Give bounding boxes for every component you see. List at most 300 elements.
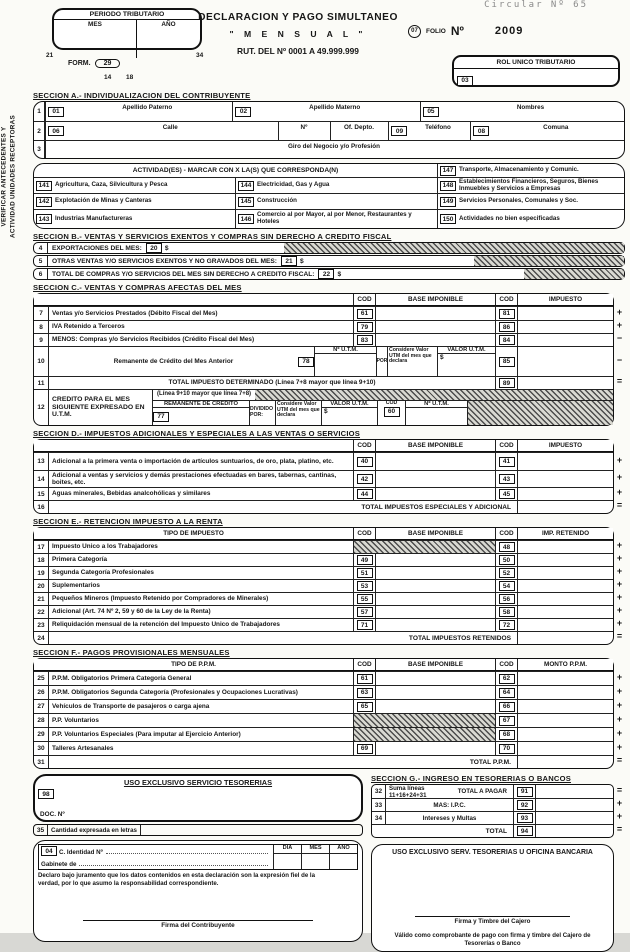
monto-ppm-header: MONTO P.P.M. <box>517 659 613 670</box>
firma-contribuyente-label: Firma del Contribuyente <box>161 922 235 929</box>
remanente-credito-header: REMANENTE DE CREDITO <box>153 401 249 408</box>
row-number: 7 <box>34 307 49 320</box>
comuna-label: Comuna <box>543 124 569 131</box>
imp-retenido-field[interactable] <box>517 554 613 566</box>
section-f-title: SECCION F.- PAGOS PROVISIONALES MENSUALES <box>33 648 230 657</box>
activity-label: Construcción <box>257 197 297 205</box>
n-utm-field[interactable] <box>406 408 467 425</box>
line-label: Adicional (Art. 74 Nº 2, 59 y 60 de la Ley de la Renta) <box>52 608 211 616</box>
amount-field[interactable] <box>535 785 613 798</box>
activity-code: 150 <box>440 214 456 224</box>
base-imponible-field[interactable] <box>375 619 495 631</box>
base-imponible-header: BASE IMPONIBLE <box>375 294 495 305</box>
field-code: 70 <box>499 744 515 754</box>
base-imponible-field[interactable] <box>375 742 495 755</box>
row-number: 24 <box>34 632 49 644</box>
row-number: 1 <box>34 102 45 121</box>
row-number: 32 <box>372 785 386 798</box>
field-code: 92 <box>517 800 533 810</box>
cod-header: COD <box>495 528 517 539</box>
corner-note: Circular Nº 65 <box>484 0 588 10</box>
field-code: 04 <box>41 846 57 856</box>
monto-ppm-field[interactable] <box>517 686 613 699</box>
activity-code: 149 <box>440 197 456 207</box>
telefono-label: Teléfono <box>425 124 451 131</box>
monto-ppm-field[interactable] <box>517 672 613 685</box>
credito-mes-siguiente-label: CREDITO PARA EL MES SIGUIENTE EXPRESADO EN U.T.M. <box>52 395 145 419</box>
impuesto-field[interactable] <box>517 307 613 320</box>
field-code: 50 <box>499 555 515 565</box>
base-imponible-field[interactable] <box>375 488 495 500</box>
activity-code: 143 <box>36 214 52 224</box>
uso-exclusivo-tesorerias-box <box>33 774 363 822</box>
line-label: Adicional a la primera venta o importación de artículos suntuarios, de oro, plata, platino, etc. <box>52 457 334 465</box>
amount-field[interactable] <box>535 799 613 811</box>
folio-year: 2009 <box>494 25 524 37</box>
hatched-area <box>524 269 624 279</box>
row-number: 21 <box>34 593 49 605</box>
row-number: 20 <box>34 580 49 592</box>
line-label: P.P.M. Obligatorios Primera Categoría General <box>52 674 192 682</box>
field-code: 77 <box>153 412 169 422</box>
base-imponible-field[interactable] <box>375 307 495 320</box>
activity-code: 144 <box>238 181 254 191</box>
field-code: 49 <box>357 555 373 565</box>
field-code: 85 <box>499 357 515 367</box>
rut-title: ROL UNICO TRIBUTARIO <box>454 57 618 69</box>
rut-code: 03 <box>457 76 473 86</box>
rut-range: RUT. DEL Nº 0001 A 49.999.999 <box>237 46 359 56</box>
line-label: MENOS: Compras y/o Servicios Recibidos (Crédito Fiscal del Mes) <box>52 336 255 344</box>
base-imponible-field[interactable] <box>375 606 495 618</box>
line-label: Segunda Categoría Profesionales <box>52 569 154 577</box>
nombres-label: Nombres <box>516 104 545 111</box>
field-code: 98 <box>38 789 54 799</box>
field-code: 02 <box>235 107 251 117</box>
currency-symbol: $ <box>164 244 169 252</box>
activity-label: Industrias Manufactureras <box>55 214 133 222</box>
edge-number-34: 34 <box>196 52 204 59</box>
field-code: 43 <box>499 474 515 484</box>
total-label: TOTAL P.P.M. <box>469 758 511 766</box>
total-a-pagar-label: TOTAL A PAGAR <box>457 788 507 795</box>
row-number: 34 <box>372 812 386 824</box>
row-number: 29 <box>34 728 49 741</box>
hatched-area <box>284 243 624 253</box>
base-imponible-field[interactable] <box>375 471 495 487</box>
oath-text: Declaro bajo juramento que los datos contenidos en esta declaración son la expresión fiel de la verdad, por lo que asumo la responsabilidad correspondiente. <box>38 872 316 887</box>
field-code: 65 <box>357 702 373 712</box>
field-code: 94 <box>517 826 533 836</box>
n-utm-header: Nº U.T.M. <box>315 347 376 354</box>
mas-ipc-label: MAS: I.P.C. <box>433 801 466 809</box>
imp-retenido-header: IMP. RETENIDO <box>517 528 613 539</box>
folio-code-circle: 07 <box>408 25 421 38</box>
amount-field[interactable] <box>172 243 284 253</box>
activity-label: Explotación de Minas y Canteras <box>55 197 152 205</box>
base-imponible-field[interactable] <box>375 567 495 579</box>
intereses-multas-label: Intereses y Multas <box>422 814 477 822</box>
activity-label: Transporte, Almacenamiento y Comunic. <box>459 166 579 174</box>
field-code: 01 <box>48 107 64 117</box>
field-code: 08 <box>473 126 489 136</box>
contribuyente-signature-line[interactable] <box>83 920 313 921</box>
dia-field[interactable] <box>274 854 301 869</box>
dividido-por-label: DIVIDIDO POR: <box>250 406 274 418</box>
activity-code: 145 <box>238 197 254 207</box>
field-code: 91 <box>517 787 533 797</box>
edge-number-21: 21 <box>46 52 54 59</box>
amount-field[interactable] <box>535 825 613 837</box>
calle-label: Calle <box>162 124 178 131</box>
impuesto-field[interactable] <box>517 471 613 487</box>
field-code: 42 <box>357 474 373 484</box>
field-code: 57 <box>357 607 373 617</box>
n-utm-field[interactable] <box>315 354 376 376</box>
field-code: 67 <box>499 716 515 726</box>
row-number: 27 <box>34 700 49 713</box>
row-number: 18 <box>34 554 49 566</box>
row-number: 3 <box>34 141 45 158</box>
row-number: 15 <box>34 488 49 500</box>
monto-ppm-field[interactable] <box>517 742 613 755</box>
field-code: 71 <box>357 620 373 630</box>
cajero-signature-line[interactable] <box>415 916 569 917</box>
section-d-title: SECCION D.- IMPUESTOS ADICIONALES Y ESPECIALES A LAS VENTAS O SERVICIOS <box>33 429 361 438</box>
operator-signs: + + − − = <box>616 306 623 386</box>
row-number: 35 <box>34 825 48 835</box>
row-number: 12 <box>34 390 49 425</box>
base-imponible-field[interactable] <box>375 453 495 470</box>
field-code: 89 <box>499 378 515 388</box>
field-code: 40 <box>357 457 373 467</box>
section-a-box <box>33 101 625 159</box>
imp-retenido-field[interactable] <box>517 580 613 592</box>
hatched-area <box>353 541 495 553</box>
field-code: 63 <box>357 688 373 698</box>
monto-ppm-field[interactable] <box>517 728 613 741</box>
line-label: Remanente de Crédito del Mes Anterior <box>113 357 234 365</box>
imp-retenido-field[interactable] <box>517 567 613 579</box>
field-code: 21 <box>281 256 297 266</box>
line-label: Talleres Artesanales <box>52 744 114 752</box>
base-imponible-field[interactable] <box>375 321 495 333</box>
declaration-box <box>33 840 363 942</box>
field-code: 68 <box>499 730 515 740</box>
field-code: 44 <box>357 489 373 499</box>
activity-label: Comercio al por Mayor, al por Menor, Restaurantes y Hoteles <box>257 211 412 225</box>
of-depto-label: Of. Depto. <box>343 124 375 131</box>
row-number: 16 <box>34 501 49 513</box>
line-label: Impuesto Unico a los Trabajadores <box>52 543 158 551</box>
row-number: 26 <box>34 686 49 699</box>
row-number: 5 <box>34 256 48 266</box>
activities-header: ACTIVIDAD(ES) - MARCAR CON X LA(S) QUE CORRESPONDA(N) <box>132 166 339 174</box>
field-code: 53 <box>357 581 373 591</box>
ano-field[interactable]: AÑO <box>161 21 176 28</box>
cod-header: COD <box>495 659 517 670</box>
firma-cajero-label: Firma y Timbre del Cajero <box>454 918 531 925</box>
form-title: DECLARACION Y PAGO SIMULTANEO <box>198 12 398 23</box>
valor-utm-field[interactable]: $ <box>440 354 444 361</box>
field-code: 69 <box>357 744 373 754</box>
amount-field[interactable] <box>307 256 474 266</box>
gabinete-label: Gabinete de <box>41 861 77 868</box>
dia-header: DIA <box>282 845 293 851</box>
exportaciones-label: EXPORTACIONES DEL MES: <box>52 244 142 252</box>
operator-signs: = + + = <box>616 785 623 834</box>
hatched-area <box>467 401 613 425</box>
banco-box <box>371 844 614 952</box>
field-code: 62 <box>499 674 515 684</box>
field-code: 56 <box>499 594 515 604</box>
field-code: 86 <box>499 322 515 332</box>
hatched-area <box>353 728 495 741</box>
line-label: IVA Retenido a Terceros <box>52 323 125 331</box>
apellido-paterno-label: Apellido Paterno <box>122 104 173 111</box>
gabinete-field[interactable] <box>79 865 268 866</box>
otras-ventas-label: OTRAS VENTAS Y/O SERVICIOS EXENTOS Y NO GRAVADOS DEL MES: <box>52 257 277 265</box>
row-number: 14 <box>34 471 49 487</box>
imp-retenido-field[interactable] <box>517 606 613 618</box>
section-b-title: SECCION B.- VENTAS Y SERVICIOS EXENTOS Y COMPRAS SIN DERECHO A CREDITO FISCAL <box>33 232 392 241</box>
row-number: 9 <box>34 334 49 346</box>
activity-code: 141 <box>36 181 52 191</box>
field-code: 79 <box>357 322 373 332</box>
cod-header: COD <box>495 294 517 305</box>
tesorerias-title: USO EXCLUSIVO SERVICIO TESORERIAS <box>123 778 273 787</box>
operator-signs: + + + = <box>616 454 623 510</box>
valor-utm-field[interactable]: $ <box>324 408 328 415</box>
hatched-area <box>255 390 613 400</box>
activity-code: 148 <box>440 181 456 191</box>
cod-header: COD <box>353 528 375 539</box>
line-label: P.P. Voluntarios <box>52 716 99 724</box>
field-code: 93 <box>517 813 533 823</box>
giro-label: Giro del Negocio y/o Profesión <box>287 143 381 150</box>
row-number: 19 <box>34 567 49 579</box>
doc-number-label: DOC. Nº <box>40 811 65 818</box>
imp-retenido-field[interactable] <box>517 619 613 631</box>
c-identidad-label: C. Identidad Nº <box>59 849 103 856</box>
activity-label: Servicios Personales, Comunales y Soc. <box>459 197 578 205</box>
line-label: Ventas y/o Servicios Prestados (Débito Fiscal del Mes) <box>52 309 218 317</box>
operator-signs: + + + + + + = <box>616 671 623 765</box>
line-label: Suplementarios <box>52 582 100 590</box>
mes-header: MES <box>301 845 329 853</box>
cantidad-letras-field[interactable] <box>140 825 362 835</box>
n-utm-header: Nº U.T.M. <box>406 401 467 408</box>
form-subtitle: " M E N S U A L " <box>229 29 367 39</box>
section-a-title: SECCION A.- INDIVIDUALIZACION DEL CONTRIBUYENTE <box>33 91 251 100</box>
mes-field[interactable] <box>301 854 329 869</box>
row-number: 4 <box>34 243 48 253</box>
periodo-title: PERIODO TRIBUTARIO <box>54 10 200 20</box>
impuesto-header: IMPUESTO <box>517 294 613 305</box>
field-code: 05 <box>423 107 439 117</box>
activity-code: 142 <box>36 197 52 207</box>
row-number: 33 <box>372 799 386 811</box>
hatched-area <box>474 256 624 266</box>
base-imponible-field[interactable] <box>375 672 495 685</box>
ano-header: AÑO <box>329 845 357 853</box>
field-code: 06 <box>48 126 64 136</box>
impuesto-field[interactable] <box>517 377 613 389</box>
c-identidad-field[interactable] <box>106 853 268 854</box>
cod-header: COD <box>353 659 375 670</box>
tipo-ppm-header: TIPO DE P.P.M. <box>171 661 216 668</box>
row-number: 31 <box>34 756 49 768</box>
total-label: TOTAL <box>485 827 507 835</box>
row-number: 25 <box>34 672 49 685</box>
field-code: 09 <box>391 126 407 136</box>
field-code: 20 <box>146 243 162 253</box>
ano-field[interactable] <box>329 854 357 869</box>
amount-field[interactable] <box>344 269 524 279</box>
linea-note: (Línea 9+10 mayor que línea 7+8) <box>157 391 252 397</box>
currency-symbol: $ <box>337 270 342 278</box>
impuesto-field[interactable] <box>517 453 613 470</box>
base-imponible-header: BASE IMPONIBLE <box>375 528 495 539</box>
row-number: 11 <box>34 377 49 389</box>
row-number: 17 <box>34 541 49 553</box>
total-field[interactable] <box>517 756 613 768</box>
row-number: 10 <box>34 347 49 376</box>
base-imponible-field[interactable] <box>375 686 495 699</box>
base-imponible-field[interactable] <box>375 593 495 605</box>
base-imponible-header: BASE IMPONIBLE <box>375 659 495 670</box>
total-compras-label: TOTAL DE COMPRAS Y/O SERVICIOS DEL MES SIN DERECHO A CREDITO FISCAL: <box>52 270 315 278</box>
mes-field[interactable]: MES <box>54 20 137 58</box>
activity-label: Establecimientos Financieros, Seguros, Bienes Inmuebles y Servicios a Empresas <box>459 177 599 192</box>
impuesto-header: IMPUESTO <box>517 440 613 451</box>
field-code: 66 <box>499 702 515 712</box>
row-number: 22 <box>34 606 49 618</box>
activity-label: Actividades no bien especificadas <box>459 214 560 222</box>
field-code: 58 <box>499 607 515 617</box>
field-code: 52 <box>499 568 515 578</box>
base-imponible-field[interactable] <box>375 580 495 592</box>
impuesto-field[interactable] <box>517 321 613 333</box>
field-code: 51 <box>357 568 373 578</box>
total-field[interactable] <box>517 501 613 513</box>
impuesto-field[interactable] <box>517 488 613 500</box>
considere-note: Considere Valor UTM del mes que declara <box>277 401 320 419</box>
activities-box <box>33 163 625 229</box>
periodo-tributario-box <box>52 8 202 50</box>
total-label: TOTAL IMPUESTOS RETENIDOS <box>408 634 511 642</box>
total-field[interactable] <box>517 632 613 644</box>
cod-header: COD <box>353 440 375 451</box>
tesorerias-stamp-area[interactable] <box>61 788 357 810</box>
base-imponible-field[interactable] <box>375 334 495 346</box>
side-margin-note: VERIFICAR ANTECEDENTES Y ACTIVIDAD UNIDADES RECEPTORAS <box>0 115 16 238</box>
field-code: 64 <box>499 688 515 698</box>
monto-ppm-field[interactable] <box>517 700 613 713</box>
field-code: 22 <box>318 269 334 279</box>
field-code: 61 <box>357 309 373 319</box>
line-label: P.P. Voluntarios Especiales (Para imputar al Ejercicio Anterior) <box>52 730 241 738</box>
numero-label: Nº <box>300 124 308 131</box>
valor-utm-header: VALOR U.T.M. <box>322 401 377 408</box>
line-label: Aguas minerales, Bebidas analcohólicas y similares <box>52 490 211 498</box>
valor-utm-header: VALOR U.T.M. <box>438 347 495 354</box>
row-number: 23 <box>34 619 49 631</box>
monto-ppm-field[interactable] <box>517 714 613 727</box>
line-label: Primera Categoría <box>52 556 108 564</box>
line-label: Vehículos de Transporte de pasajeros o carga ajena <box>52 702 210 710</box>
cantidad-letras-label: Cantidad expresada en letras <box>51 826 137 834</box>
imp-retenido-field[interactable] <box>517 593 613 605</box>
field-code: 41 <box>499 457 515 467</box>
field-code: 48 <box>499 542 515 552</box>
field-code: 61 <box>357 674 373 684</box>
edge-number-18: 18 <box>126 74 134 81</box>
activity-label: Agricultura, Caza, Silvicultura y Pesca <box>55 181 168 189</box>
currency-symbol: $ <box>299 257 304 265</box>
cod-header: COD <box>495 440 517 451</box>
form-29-oval: 29 <box>95 59 121 68</box>
activity-code: 147 <box>440 166 456 176</box>
base-imponible-field[interactable] <box>375 700 495 713</box>
field-code: 60 <box>384 407 400 417</box>
field-code: 81 <box>499 309 515 319</box>
impuesto-field[interactable] <box>517 334 613 346</box>
amount-field[interactable] <box>535 812 613 824</box>
cod-header: COD <box>385 400 398 406</box>
field-code: 55 <box>357 594 373 604</box>
row-number: 6 <box>34 269 48 279</box>
hatched-area <box>353 714 495 727</box>
base-imponible-header: BASE IMPONIBLE <box>375 440 495 451</box>
base-imponible-field[interactable] <box>375 554 495 566</box>
apellido-materno-label: Apellido Materno <box>309 104 361 111</box>
form-number: FORM. 29 <box>68 59 120 68</box>
line-label: Reliquidación mensual de la retención del Impuesto Unico de Trabajadores <box>52 621 280 629</box>
rol-unico-tributario-box <box>452 55 620 87</box>
total-label: TOTAL IMPUESTOS ESPECIALES Y ADICIONAL <box>361 503 511 511</box>
impuesto-field[interactable] <box>517 347 613 376</box>
line-label: Pequeños Mineros (Impuesto Retenido por Compradores de Minerales) <box>52 595 269 603</box>
row-number: 13 <box>34 453 49 470</box>
suma-lineas-label: Suma líneas 11+16+24+31 <box>389 784 427 799</box>
tipo-impuesto-header: TIPO DE IMPUESTO <box>163 530 224 537</box>
activity-code: 146 <box>238 214 254 224</box>
section-c-title: SECCION C.- VENTAS Y COMPRAS AFECTAS DEL MES <box>33 283 242 292</box>
field-code: 45 <box>499 489 515 499</box>
row-number: 28 <box>34 714 49 727</box>
activity-label: Electricidad, Gas y Agua <box>257 181 330 189</box>
valido-note: Válido como comprobante de pago con firma y timbre del Cajero de Tesorerías o Banco <box>394 932 591 948</box>
field-code: 83 <box>357 335 373 345</box>
form-title-block <box>192 12 404 56</box>
banco-title: USO EXCLUSIVO SERV. TESORERIAS U OFICINA BANCARIA <box>392 849 593 856</box>
field-code: 84 <box>499 335 515 345</box>
cod-header: COD <box>353 294 375 305</box>
total-impuesto-determinado-label: TOTAL IMPUESTO DETERMINADO (Línea 7+8 mayor que línea 9+10) <box>168 379 376 387</box>
folio-block: 07 FOLIO Nº 2009 <box>408 24 523 38</box>
imp-retenido-field[interactable] <box>517 541 613 553</box>
operator-signs: + + + + + + + = <box>616 540 623 641</box>
field-code: 72 <box>499 620 515 630</box>
por-label: POR <box>376 347 387 376</box>
line-label: Adicional a ventas y servicios y demás prestaciones efectuadas en bares, tabernas, cantinas, boites, etc. <box>52 471 337 486</box>
edge-number-14: 14 <box>104 74 112 81</box>
row-number: 8 <box>34 321 49 333</box>
section-g-title: SECCION G.- INGRESO EN TESORERIAS O BANCOS <box>371 774 571 783</box>
row-number: 2 <box>34 122 45 140</box>
section-e-title: SECCION E.- RETENCION IMPUESTO A LA RENTA <box>33 517 223 526</box>
